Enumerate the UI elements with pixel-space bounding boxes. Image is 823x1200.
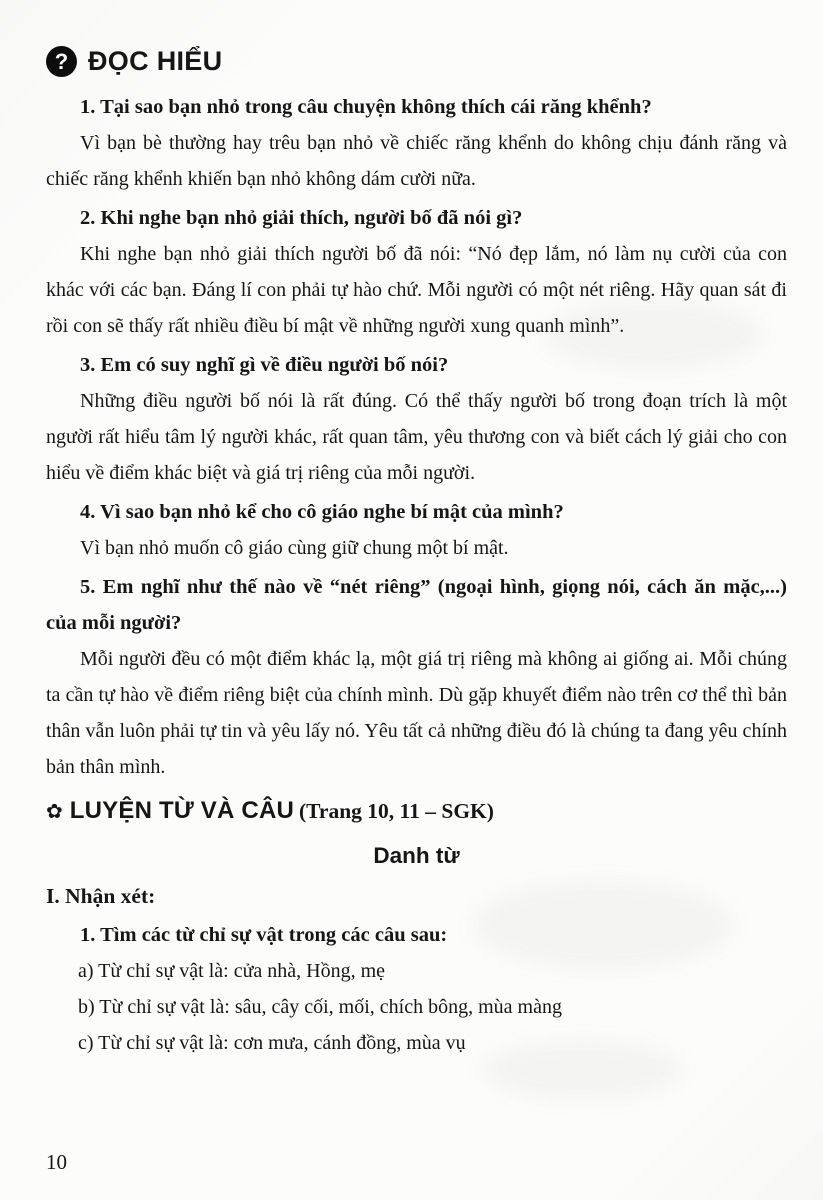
question-1: 1. Tại sao bạn nhỏ trong câu chuyện không thích cái răng khểnh? xyxy=(80,96,652,118)
page-number: 10 xyxy=(46,1150,67,1174)
question-4: 4. Vì sao bạn nhỏ kể cho cô giáo nghe bí mật của mình? xyxy=(80,501,564,523)
doc-hieu-title: ĐỌC HIỂU xyxy=(88,46,223,76)
luyen-tu-va-cau-page-ref: (Trang 10, 11 – SGK) xyxy=(299,799,494,823)
question-3: 3. Em có suy nghĩ gì về điều người bố nói? xyxy=(80,354,449,376)
exercise-1-item-a: a) Từ chỉ sự vật là: cửa nhà, Hồng, mẹ xyxy=(78,960,386,982)
flower-icon: ✿ xyxy=(46,799,63,823)
exercise-1-item-b: b) Từ chỉ sự vật là: sâu, cây cối, mối, chích bông, mùa màng xyxy=(78,996,562,1018)
question-circle-icon: ? xyxy=(46,46,77,77)
doc-hieu-header xyxy=(46,46,787,77)
luyen-tu-va-cau-title: LUYỆN TỪ VÀ CÂU xyxy=(69,797,295,824)
question-2: 2. Khi nghe bạn nhỏ giải thích, người bố đã nói gì? xyxy=(80,207,523,229)
topic-danh-tu: Danh từ xyxy=(373,843,460,868)
luyen-tu-va-cau-header xyxy=(46,793,787,830)
answer-2: Khi nghe bạn nhỏ giải thích người bố đã nói: “Nó đẹp lắm, nó làm nụ cười của con khác với các bạn. Đáng lí con phải tự hào chứ. Mỗi người có một nét riêng. Hãy quan sát đi rồi con sẽ thấy rất nhiều điều bí mật về những người xung quanh mình”. xyxy=(46,243,787,337)
exercise-1-item-c: c) Từ chỉ sự vật là: cơn mưa, cánh đồng, mùa vụ xyxy=(78,1032,466,1054)
answer-3: Những điều người bố nói là rất đúng. Có thể thấy người bố trong đoạn trích là một người rất hiểu tâm lý người khác, rất quan tâm, yêu thương con và biết cách lý giải cho con hiểu về điểm khác biệt và giá trị riêng của mỗi người. xyxy=(46,390,787,484)
exercise-1-prompt: 1. Tìm các từ chỉ sự vật trong các câu sau: xyxy=(80,924,448,946)
answer-5: Mỗi người đều có một điểm khác lạ, một giá trị riêng mà không ai giống ai. Mỗi chúng ta cần tự hào về điểm riêng biệt của chính mình. Dù gặp khuyết điểm nào trên cơ thể thì bản thân vẫn luôn phải tự tin và yêu lấy nó. Yêu tất cả những điều đó là chúng ta đang yêu chính bản thân mình. xyxy=(46,648,787,778)
answer-4: Vì bạn nhỏ muốn cô giáo cùng giữ chung một bí mật. xyxy=(80,537,509,559)
answer-1: Vì bạn bè thường hay trêu bạn nhỏ về chiếc răng khểnh do không chịu đánh răng và chiếc răng khểnh khiến bạn nhỏ không dám cười nữa. xyxy=(46,132,787,190)
section-nhan-xet: I. Nhận xét: xyxy=(46,884,156,908)
question-5: 5. Em nghĩ như thế nào về “nét riêng” (ngoại hình, giọng nói, cách ăn mặc,...) của mỗi người? xyxy=(46,576,787,634)
